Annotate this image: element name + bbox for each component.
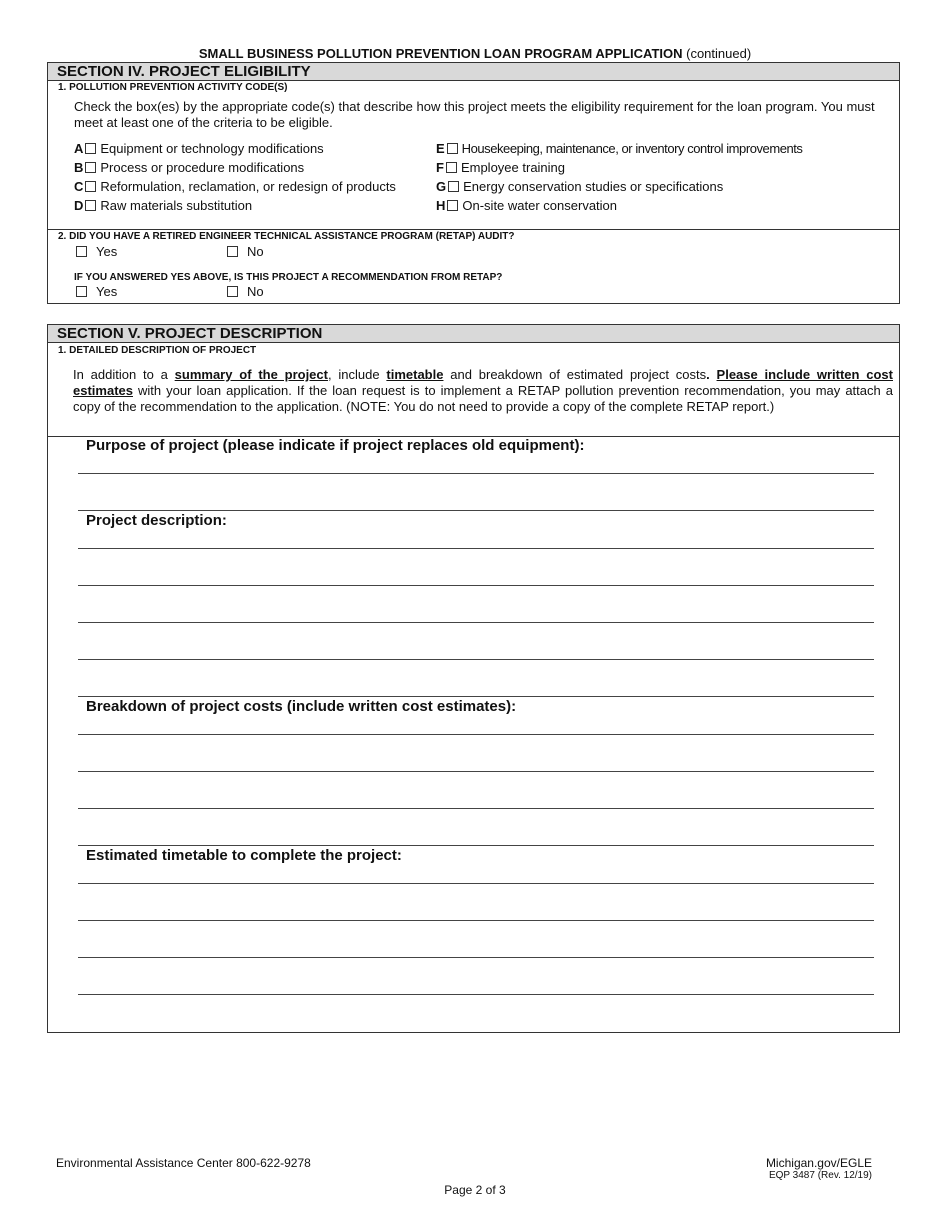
timetable-input-line-4[interactable] — [78, 994, 874, 995]
code-option-e[interactable]: E Housekeeping, maintenance, or inventory control improvements — [436, 141, 803, 156]
section-5-project-description — [47, 324, 900, 1033]
q2-yes-option[interactable]: Yes — [76, 244, 117, 260]
code-option-h[interactable]: H On-site water conservation — [436, 198, 618, 213]
code-option-d[interactable]: D Raw materials substitution — [74, 198, 253, 213]
description-input-line-1[interactable] — [78, 548, 874, 549]
timetable-prompt: Estimated timetable to complete the project: — [86, 847, 402, 864]
description-instructions: In addition to a summary of the project, include timetable and breakdown of estimated project costs. Please include written cost estimates with your loan application. If the loan request is to implement a RETAP pollution prevention recommendation, you may attach a copy of the recommendation to the application. (NOTE: You do not need to provide a copy of the complete RETAP report.) — [73, 367, 893, 414]
timetable-input-line-3[interactable] — [78, 957, 874, 958]
checkbox-code-f[interactable] — [446, 162, 457, 173]
costs-input-line-2[interactable] — [78, 771, 874, 772]
q2b-no-option[interactable]: No — [227, 284, 264, 300]
checkbox-q2b-no[interactable] — [227, 286, 238, 297]
checkbox-code-d[interactable] — [85, 200, 96, 211]
description-top-line — [78, 510, 874, 511]
timetable-input-line-2[interactable] — [78, 920, 874, 921]
q2-no-option[interactable]: No — [227, 244, 264, 260]
code-option-a[interactable]: A Equipment or technology modifications — [74, 141, 324, 156]
purpose-prompt: Purpose of project (please indicate if project replaces old equipment): — [86, 437, 585, 454]
page-title: SMALL BUSINESS POLLUTION PREVENTION LOAN PROGRAM APPLICATION (continued) — [198, 46, 752, 61]
purpose-input-line[interactable] — [78, 473, 874, 474]
checkbox-code-g[interactable] — [448, 181, 459, 192]
page-number: Page 2 of 3 — [444, 1183, 506, 1197]
costs-input-line-3[interactable] — [78, 808, 874, 809]
q2b-retap-recommendation-label: IF YOU ANSWERED YES ABOVE, IS THIS PROJECT A RECOMMENDATION FROM RETAP? — [74, 272, 503, 283]
section-5-title: SECTION V. PROJECT DESCRIPTION — [48, 325, 899, 343]
costs-input-line-1[interactable] — [78, 734, 874, 735]
q2-retap-audit-label: 2. DID YOU HAVE A RETIRED ENGINEER TECHNICAL ASSISTANCE PROGRAM (RETAP) AUDIT? — [58, 231, 515, 242]
footer-form-id: EQP 3487 (Rev. 12/19) — [768, 1170, 872, 1181]
timetable-input-line-1[interactable] — [78, 883, 874, 884]
q2b-yes-option[interactable]: Yes — [76, 284, 117, 300]
code-option-g[interactable]: G Energy conservation studies or specifications — [436, 179, 724, 194]
timetable-top-line — [78, 845, 874, 846]
q1-detailed-description-label: 1. DETAILED DESCRIPTION OF PROJECT — [58, 345, 257, 356]
section-4-divider — [48, 229, 899, 230]
checkbox-q2-yes[interactable] — [76, 246, 87, 257]
checkbox-q2-no[interactable] — [227, 246, 238, 257]
costs-top-line — [78, 696, 874, 697]
code-option-b[interactable]: B Process or procedure modifications — [74, 160, 305, 175]
project-description-prompt: Project description: — [86, 512, 227, 529]
section-4-project-eligibility — [47, 62, 900, 304]
checkbox-code-c[interactable] — [85, 181, 96, 192]
section-4-title: SECTION IV. PROJECT ELIGIBILITY — [48, 63, 899, 81]
checkbox-code-e[interactable] — [447, 143, 458, 154]
project-costs-prompt: Breakdown of project costs (include written cost estimates): — [86, 698, 517, 715]
footer-contact: Environmental Assistance Center 800-622-9278 — [56, 1156, 311, 1170]
checkbox-q2b-yes[interactable] — [76, 286, 87, 297]
description-input-line-4[interactable] — [78, 659, 874, 660]
code-option-f[interactable]: F Employee training — [436, 160, 566, 175]
checkbox-code-a[interactable] — [85, 143, 96, 154]
checkbox-code-h[interactable] — [447, 200, 458, 211]
description-input-line-3[interactable] — [78, 622, 874, 623]
description-input-line-2[interactable] — [78, 585, 874, 586]
q1-instructions: Check the box(es) by the appropriate code(s) that describe how this project meets the eligibility requirement for the loan program. You must meet at least one of the criteria to be eligible. — [74, 99, 875, 130]
q1-activity-codes-label: 1. POLLUTION PREVENTION ACTIVITY CODE(S) — [58, 82, 288, 93]
footer-website: Michigan.gov/EGLE — [765, 1156, 872, 1170]
code-option-c[interactable]: C Reformulation, reclamation, or redesign of products — [74, 179, 396, 194]
checkbox-code-b[interactable] — [85, 162, 96, 173]
